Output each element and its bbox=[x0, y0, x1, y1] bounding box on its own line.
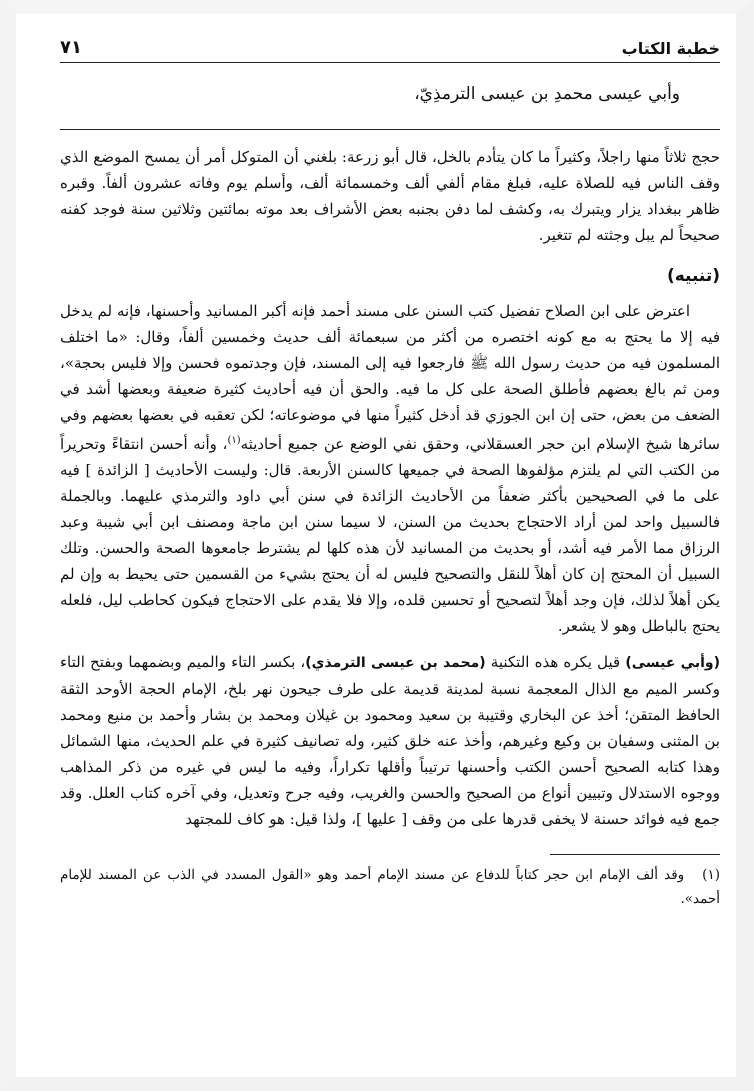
matn-continuation: وأبي عيسى محمدِ بن عيسى الترمذِيّ، bbox=[414, 84, 680, 104]
paragraph-2-part-a: اعترض على ابن الصلاح تفضيل كتب السنن على مسند أحمد فإنه أكبر المسانيد وأحسنها، فإنه لم يدخل فيه إلا ما يحتج به مع كونه اختصره من أكثر من سبعمائة ألف حديث وخمسين ألفاً، وقال: «ما اختلف المسلمون فيه من حديث رسول الله ﷺ فارجعوا فيه إلى المسند، فإن وجدتموه فحسن وإلا فليس بحجة»، ومن ثم بالغ بعضهم فأطلق الصحة على كل ما فيه. والحق أن فيه أحاديث كثيرة ضعيفة وبعضها أشد في الضعف من بعض، حتى إن ابن الجوزي قد أدخل كثيراً منها في موضوعاته؛ لكن تعقبه في بعضها بعضهم وفي سائرها شيخ الإسلام ابن حجر العسقلاني، وحقق نفي الوضع عن جميع أحاديثه bbox=[60, 302, 721, 453]
lemma-tirmidhi: (محمد بن عيسى الترمذي) bbox=[305, 655, 486, 671]
footnote-marker: (١) bbox=[702, 867, 720, 883]
book-page bbox=[60, 28, 720, 1078]
commentary-paragraph-3 bbox=[60, 649, 720, 832]
paragraph-3-text-2: ، بكسر التاء والميم وبضمهما وبفتح التاء وكسر الميم مع الذال المعجمة نسبة لمدينة قديمة على طرف جيحون نهر بلخ، الإمام الحجة الأوحد الثقة الحافظ المتقن؛ أخذ عن البخاري وقتيبة بن سعيد ومحمود بن غيلان ومحمد بن بشار وأحمد بن منيع ومحمد بن المثنى وسفيان بن وكيع وغيرهم، وأخذ عنه خلق كثير، وله تصانيف كثيرة في علم الحديث، منها الشمائل وهذا كتابه الصحيح أحسن الكتب وأحسنها ترتيباً وأقلها تكراراً، وفيه ما ليس في غيره من ذكر المذاهب ووجوه الاستدلال وتبيين أنواع من الصحيح والحسن والغريب، وفيه جرح وتعديل، وفي آخره كتاب العلل. وقد جمع فيه فوائد حسنة لا يخفى قدرها على من وقف [ عليها ]، ولذا قيل: هو كاف للمجتهد bbox=[60, 653, 720, 828]
section-heading: (تنبيه) bbox=[666, 266, 720, 286]
running-header bbox=[60, 28, 720, 63]
lemma-abu-isa: (وأبي عيسى) bbox=[625, 655, 720, 671]
commentary-paragraph-2 bbox=[60, 298, 720, 639]
paragraph-2-part-b: ، وأنه أحسن انتقاءً وتحريراً من الكتب التي لم يلتزم مؤلفوها الصحة في جميعها كالسنن الأربعة. قال: وليست الأحاديث [ الزائدة ] فيه على ما في الصحيحين بأكثر ضعفاً من الأحاديث الزائدة في سنن أبي داود والترمذي عليهما. وبالجملة فالسبيل واحد لمن أراد الاحتجاج بحديث من السنن، لا سيما سنن ابن ماجة ومصنف ابن أبي شيبة وعبد الرزاق مما الأمر فيه أشد، أو بحديث من المسانيد لأن هذه كلها لم يشترط جامعوها الصحة والحسن. وتلك السبيل أن المحتج إن كان أهلاً للنقل والتصحيح فليس له أن يحتج بشيء من القسمين حتى يحيط به وإن لم يكن أهلاً لذلك، فإن وجد أهلاً لتصحيح أو تحسين قلده، وإلا فلا يقدم على الاحتجاج فيكون كحاطب ليل، فلعله يحتج بالباطل وهو لا يشعر. bbox=[60, 435, 720, 635]
matn-separator bbox=[60, 129, 720, 130]
commentary-paragraph-1: حجج ثلاثاً منها راجلاً، وكثيراً ما كان يتأدم بالخل، قال أبو زرعة: بلغني أن المتوكل أمر أن يمسح الموضع الذي وقف الناس فيه للصلاة عليه، فبلغ مقام ألفي ألف وخمسمائة ألف، وأسلم يوم وفاته عشرون ألفاً. وقبره ظاهر ببغداد يزار ويتبرك به، وكشف لما دفن بجنبه بعض الأشراف بعد موته بمائتين وثلاثين سنة فوجد كفنه صحيحاً لم يبل وجثته لم تتغير. bbox=[60, 148, 720, 244]
page-number: ٧١ bbox=[60, 37, 82, 58]
footnote bbox=[60, 863, 720, 911]
footnote-separator bbox=[550, 854, 720, 855]
chapter-title: خطبة الكتاب bbox=[621, 39, 720, 58]
footnote-reference[interactable]: (١) bbox=[227, 435, 241, 446]
footnote-text: وقد ألف الإمام ابن حجر كتاباً للدفاع عن مسند الإمام أحمد وهو «القول المسدد في الذب عن المسند للإمام أحمد». bbox=[60, 867, 720, 907]
paragraph-3-text-1: قيل يكره هذه التكنية bbox=[485, 653, 626, 671]
